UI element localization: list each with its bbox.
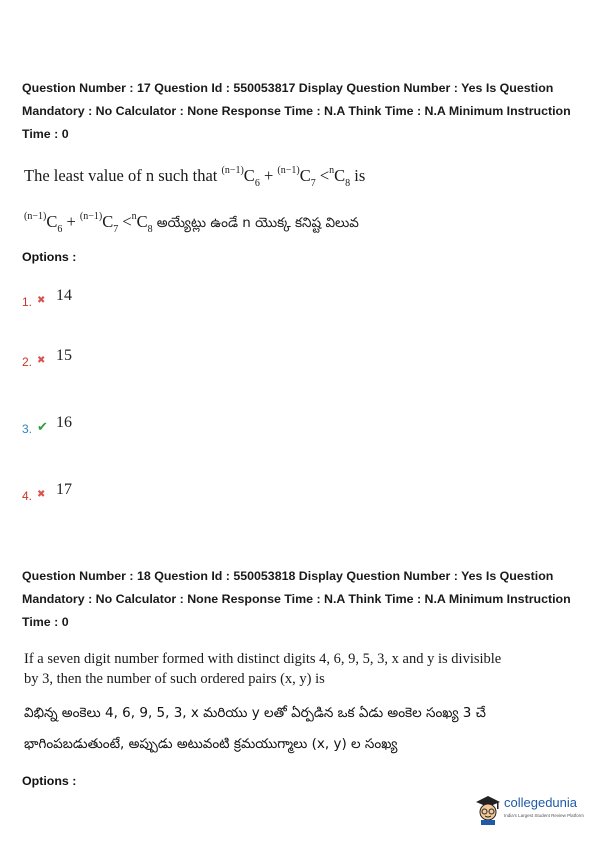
question-text-line: If a seven digit number formed with distinct digits 4, 6, 9, 5, 3, x and y is divisible	[24, 651, 502, 667]
question-17-text-telugu	[24, 212, 359, 234]
combination-symbol: C	[136, 212, 148, 231]
question-meta-line: Mandatory : No Calculator : None Response Time : N.A Think Time : N.A Minimum Instruction	[22, 592, 571, 606]
question-18-text-english	[24, 649, 501, 689]
subscript: 6	[57, 224, 63, 235]
combination-symbol: C	[334, 166, 346, 185]
superscript: n	[131, 211, 137, 222]
logo-tagline: India's Largest Student Review Platform	[504, 813, 584, 818]
option-value: 14	[56, 287, 72, 304]
combination-symbol: C	[299, 166, 311, 185]
question-meta-line: Time : 0	[22, 127, 69, 141]
logo-wordmark: collegedunia	[504, 795, 578, 810]
collegedunia-logo	[474, 793, 589, 827]
option-value: 16	[56, 414, 72, 431]
plus-sign: +	[263, 166, 274, 185]
superscript: (n−1)	[277, 165, 300, 176]
option-number: 1.	[22, 295, 33, 309]
superscript: (n−1)	[221, 165, 244, 176]
option-number: 2.	[22, 355, 33, 369]
combination-symbol: C	[243, 166, 255, 185]
options-label: Options :	[22, 250, 77, 264]
question-text: అయ్యేట్లు ఉండే n యొక్క కనిష్ట విలువ	[156, 215, 359, 231]
subscript: 7	[113, 224, 119, 235]
question-meta-line: Question Number : 17 Question Id : 550053817 Display Question Number : Yes Is Question	[22, 81, 554, 95]
plus-sign: +	[66, 212, 76, 231]
option-value: 15	[56, 347, 72, 364]
question-meta-line: Mandatory : No Calculator : None Response Time : N.A Think Time : N.A Minimum Instruction	[22, 104, 571, 118]
subscript: 7	[310, 178, 316, 189]
question-17-meta	[22, 77, 582, 146]
option-number: 4.	[22, 489, 33, 503]
combination-symbol: C	[46, 212, 58, 231]
subscript: 6	[254, 178, 260, 189]
question-text-line: by 3, then the number of such ordered pairs (x, y) is	[24, 671, 325, 687]
cross-icon: ✖	[37, 295, 46, 306]
subscript: 8	[345, 178, 351, 189]
question-18-meta	[22, 565, 582, 634]
question-meta-line: Time : 0	[22, 615, 69, 629]
superscript: n	[329, 165, 335, 176]
superscript: (n−1)	[24, 211, 47, 222]
question-18-text-telugu-line-1: విభిన్న అంకెలు 4, 6, 9, 5, 3, x మరియు y లతో ఏర్పడిన ఒక ఏడు అంకెల సంఖ్య 3 చే	[24, 705, 486, 721]
question-meta-line: Question Number : 18 Question Id : 550053818 Display Question Number : Yes Is Question	[22, 569, 554, 583]
question-text: is	[354, 166, 366, 185]
option-number: 3.	[22, 422, 33, 436]
less-than-sign: <	[122, 212, 132, 231]
combination-symbol: C	[102, 212, 114, 231]
superscript: (n−1)	[79, 211, 103, 222]
question-text: The least value of n such that	[24, 166, 218, 185]
options-label: Options :	[22, 774, 77, 788]
cross-icon: ✖	[37, 489, 46, 500]
check-icon: ✔	[37, 419, 48, 434]
less-than-sign: <	[319, 166, 330, 185]
subscript: 8	[147, 224, 153, 235]
question-17-text-english	[24, 165, 366, 189]
question-18-text-telugu-line-2: భాగింపబడుతుంటే, అప్పుడు అటువంటి క్రమయుగ్మాలు (x, y) ల సంఖ్య	[24, 736, 398, 752]
option-value: 17	[56, 481, 72, 498]
mascot-icon	[474, 793, 502, 825]
cross-icon: ✖	[37, 355, 46, 366]
